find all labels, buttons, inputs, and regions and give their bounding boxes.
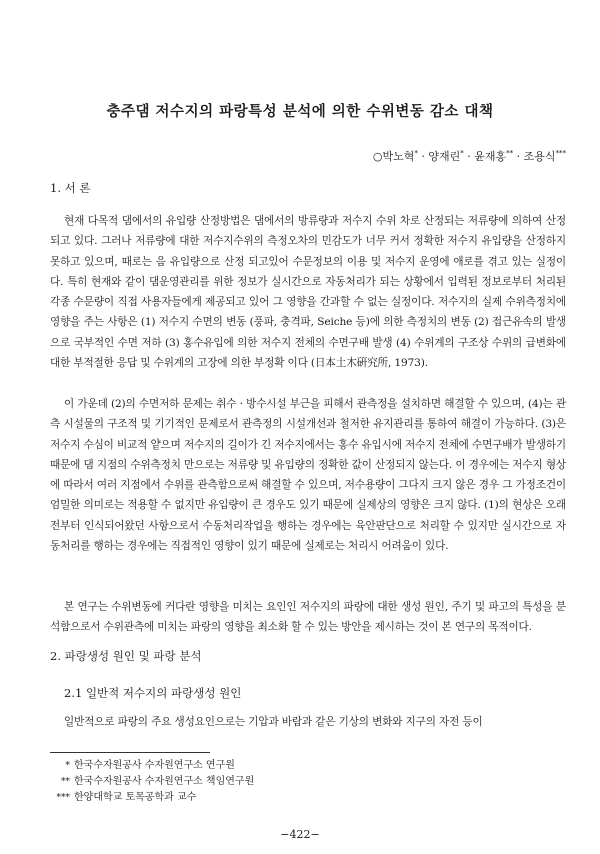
section-heading-wave-analysis: 2. 파랑생성 원인 및 파랑 분석 bbox=[50, 649, 202, 663]
intro-paragraph-3: 본 연구는 수위변동에 커다란 영향을 미치는 요인인 저수지의 파랑에 대한 생성 원인, 주기 및 파고의 특성을 분석함으로서 수위관측에 미치는 파랑의 영향을 최소화 할 수 있는 방안을 제시하는 것이 본 연구의 목적이다. bbox=[50, 601, 566, 634]
intro-paragraph-1: 현재 다목적 댐에서의 유입량 산정방법은 댐에서의 방류량과 저수지 수위 차로 산정되는 저류량에 의하여 산정되고 있다. 그러나 저류량에 대한 저수지수위의 측정오차의 민감도가 너무 커서 정확한 저수지 유입량을 산정하지 못하고 있으며, 때로는 음 유입량으로 산정 되고있어 수문정보의 이용 및 저수지 운영에 애로를 겪고 있는 실정이다. 특히 현재와 같이 댐운영관리를 위한 정보가 실시간으로 자동처리가 되는 상황에서 입력된 정보로부터 처리된 각종 수문량이 직접 사용자들에게 제공되고 있어 그 영향을 간과할 수 없는 실정이다. 저수지의 실제 수위측정치에 영향을 주는 사항은 (1) 저수지 수면의 변동 (풍파, 충격파, Seiche 등)에 의한 측정치의 변동 (2) 접근유속의 발생으로 국부적인 수면 저하 (3) 홍수유입에 의한 저수지 전체의 수면구배 발생 (4) 수위계의 구조상 수위의 급변화에 대한 부적절한 응답 및 수위계의 고장에 의한 부정확 이다 (日本土木硏究所, 1973). bbox=[50, 215, 566, 370]
author: 윤재홍** bbox=[474, 149, 514, 163]
paper-title: 충주댐 저수지의 파랑특성 분석에 의한 수위변동 감소 대책 bbox=[106, 103, 494, 120]
page-number: −422− bbox=[280, 828, 320, 841]
footnotes bbox=[50, 758, 254, 806]
footnote-item: *** 한양대학교 토목공학과 교수 bbox=[56, 792, 197, 803]
footnote-item: * 한국수자원공사 수자원연구소 연구원 bbox=[65, 760, 235, 771]
section-heading-introduction: 1. 서 론 bbox=[50, 181, 91, 195]
author-line: ○박노혁* · 양재린* · 윤재홍** · 조용식*** bbox=[372, 149, 566, 163]
subsection-heading: 2.1 일반적 저수지의 파랑생성 원인 bbox=[64, 686, 242, 700]
author: 조용식*** bbox=[523, 149, 566, 163]
author: 양재린* bbox=[428, 149, 464, 163]
section2-paragraph: 일반적으로 파랑의 주요 생성요인으로는 기압과 바람과 같은 기상의 변화와 지구의 자전 등이 bbox=[64, 716, 483, 728]
footnote-item: ** 한국수자원공사 수자원연구소 책임연구원 bbox=[61, 776, 255, 787]
author: ○박노혁* bbox=[372, 149, 418, 163]
intro-paragraph-2: 이 가운데 (2)의 수면저하 문제는 취수 · 방수시설 부근을 피해서 관측정을 설치하면 해결할 수 있으며, (4)는 관측 시설물의 구조적 및 기기적인 문제로서 관측정의 시설개선과 철저한 유지관리를 통하여 해결이 가능하다. (3)은 저수지 수심이 비교적 얕으며 저수지의 길이가 긴 저수지에서는 홍수 유입시에 저수지 전체에 수면구배가 발생하기 때문에 댐 지점의 수위측정치 만으로는 저류량 및 유입량의 정확한 값이 산정되지 않는다. 이 경우에는 저수지 형상에 따라서 여러 지점에서 수위를 관측함으로써 해결할 수 있으며, 저수용량이 그다지 크지 않은 경우 그 가정조건이 엄밀한 의미로는 적용할 수 없지만 유입량이 큰 경우도 있기 때문에 실제상의 영향은 크지 않다. (1)의 현상은 오래 전부터 인식되어왔던 사항으로서 수동처리작업을 행하는 경우에는 육안판단으로 처리할 수 있지만 실시간으로 자동처리를 행하는 경우에는 직접적인 영향이 있기 때문에 실제로는 처리시 어려움이 있다. bbox=[50, 398, 566, 553]
footnote-rule bbox=[50, 752, 210, 753]
